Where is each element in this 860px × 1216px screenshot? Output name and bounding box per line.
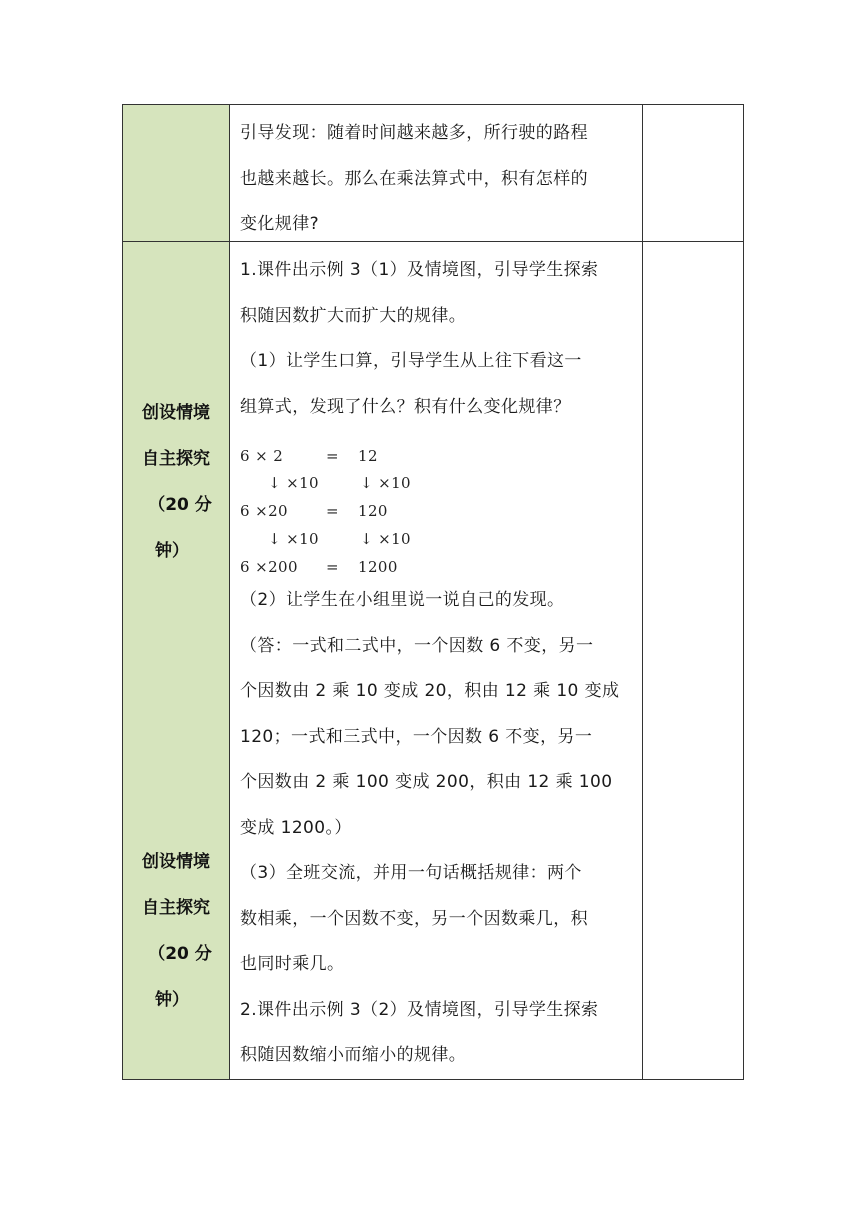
stage-label-line: （20 分	[148, 495, 212, 515]
text-line: 积随因数扩大而扩大的规律。	[240, 305, 467, 326]
equation-right: 120	[358, 502, 388, 520]
equation-equals: =	[326, 558, 339, 576]
intro-line: 引导发现：随着时间越来越多，所行驶的路程	[240, 123, 588, 143]
equation-figure	[240, 434, 636, 576]
stage-label-line: 创设情境	[142, 403, 210, 423]
stage-label-line: （20 分	[148, 944, 212, 964]
intro-line: 也越来越长。那么在乘法算式中，积有怎样的	[240, 168, 588, 189]
equation-left: 6 ×200	[240, 558, 298, 576]
stage-label-line: 创设情境	[142, 852, 210, 872]
arrow-times-ten: ↓ ×10	[360, 474, 411, 492]
content-cell	[230, 242, 643, 1080]
stage-cell	[123, 242, 230, 1080]
text-line: （2）让学生在小组里说一说自己的发现。	[240, 590, 565, 610]
note-cell	[643, 105, 744, 242]
table-row	[123, 242, 744, 1080]
text-line: （3）全班交流，并用一句话概括规律：两个	[240, 863, 582, 883]
equation-right: 12	[358, 447, 378, 465]
stage-label-line: 自主探究	[142, 449, 210, 469]
text-line: （1）让学生口算，引导学生从上往下看这一	[240, 351, 582, 371]
text-line: 个因数由 2 乘 10 变成 20，积由 12 乘 10 变成	[240, 681, 620, 701]
content-cell	[230, 105, 643, 242]
stage-label-line: 钟）	[155, 541, 189, 561]
text-line: 120；一式和三式中，一个因数 6 不变，另一	[240, 726, 593, 747]
text-line: 也同时乘几。	[240, 954, 345, 974]
stage-label	[123, 390, 229, 574]
text-line: 个因数由 2 乘 100 变成 200，积由 12 乘 100	[240, 772, 613, 792]
arrow-times-ten: ↓ ×10	[268, 474, 319, 492]
text-line: 2.课件出示例 3（2）及情境图，引导学生探索	[240, 999, 599, 1020]
text-line: 变成 1200。）	[240, 817, 352, 838]
table-row	[123, 105, 744, 242]
arrow-times-ten: ↓ ×10	[360, 530, 411, 548]
intro-line: 变化规律?	[240, 214, 320, 234]
text-line: 积随因数缩小而缩小的规律。	[240, 1045, 467, 1065]
equation-left: 6 × 2	[240, 447, 284, 465]
equation-equals: =	[326, 502, 339, 520]
arrow-times-ten: ↓ ×10	[268, 530, 319, 548]
stage-cell-empty	[123, 105, 230, 242]
text-line: （答：一式和二式中，一个因数 6 不变，另一	[240, 635, 594, 656]
stage-label	[123, 839, 229, 1023]
stage-label-line: 自主探究	[142, 898, 210, 918]
stage-label-line: 钟）	[155, 990, 189, 1010]
text-line: 组算式，发现了什么？积有什么变化规律？	[240, 396, 571, 417]
equation-right: 1200	[358, 558, 398, 576]
note-cell	[643, 242, 744, 1080]
text-line: 1.课件出示例 3（1）及情境图，引导学生探索	[240, 260, 599, 280]
equation-left: 6 ×20	[240, 502, 288, 520]
lesson-plan-table	[122, 104, 744, 1080]
equation-equals: =	[326, 447, 339, 465]
text-line: 数相乘，一个因数不变，另一个因数乘几，积	[240, 908, 588, 929]
